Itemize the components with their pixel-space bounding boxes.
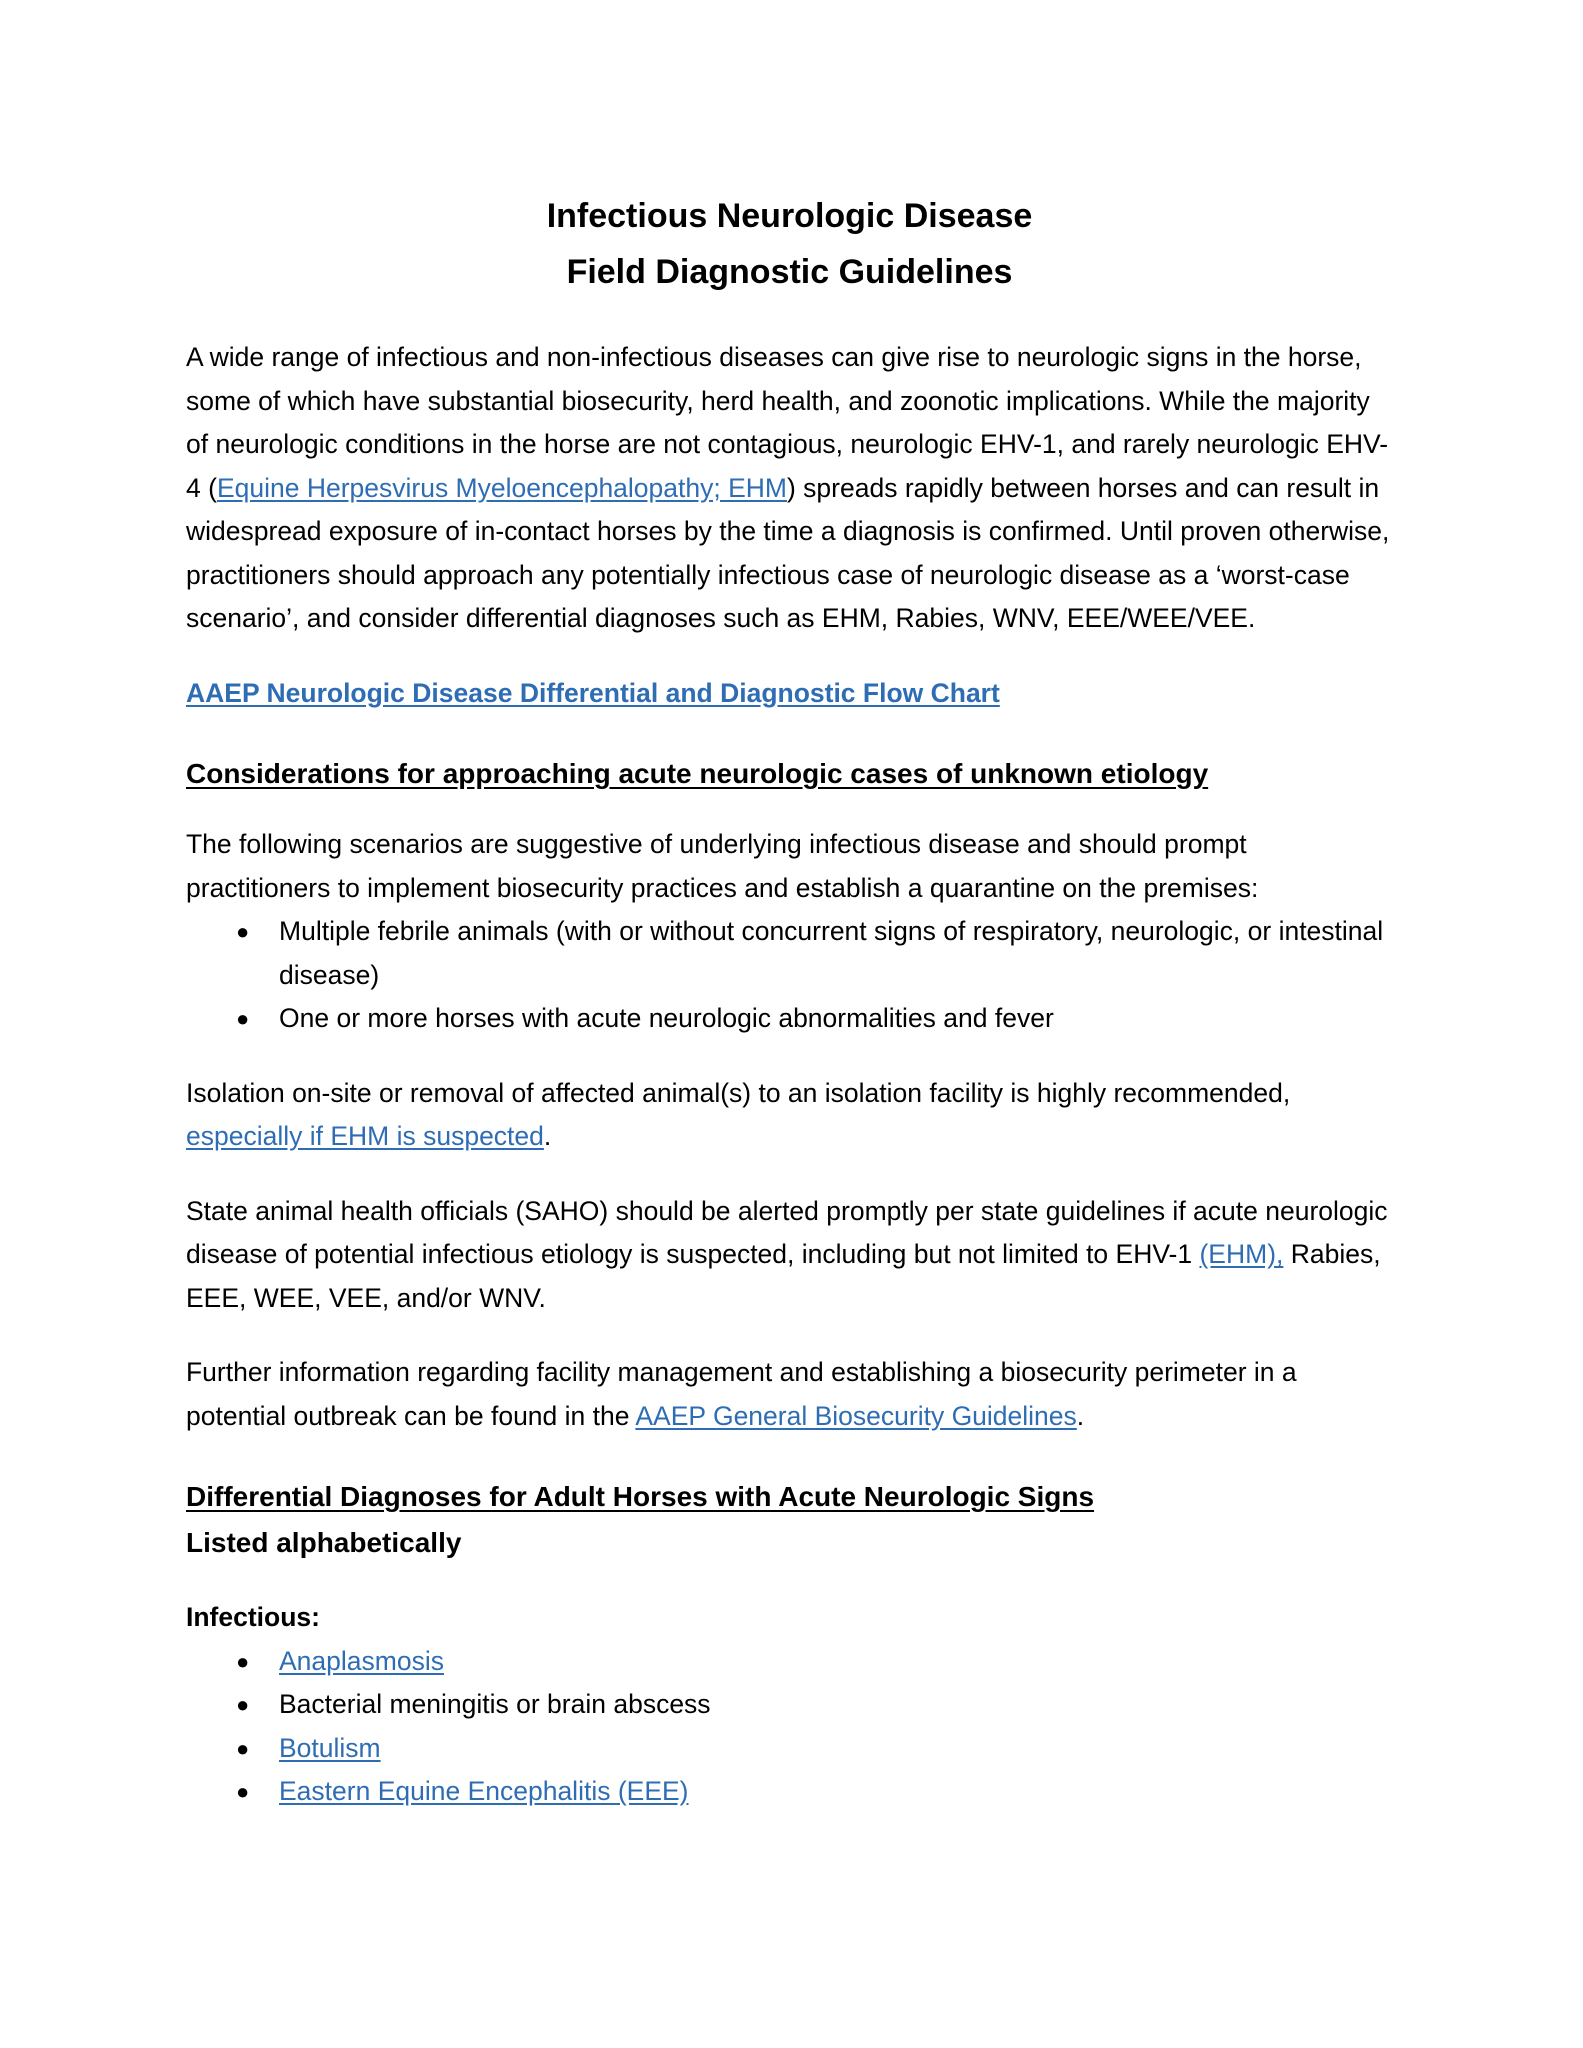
differentials-heading: Differential Diagnoses for Adult Horses with Acute Neurologic Signs — [186, 1481, 1095, 1512]
bullet-icon: ● — [236, 1779, 250, 1804]
document-title — [186, 188, 1393, 300]
considerations-lead: The following scenarios are suggestive of underlying infectious disease and should prompt practitioners to implement biosecurity practices and establish a quarantine on the premises: — [186, 829, 1259, 903]
title-line-1: Infectious Neurologic Disease — [546, 197, 1033, 235]
anaplasmosis-link[interactable]: Anaplasmosis — [279, 1645, 444, 1676]
bullet-icon: ● — [236, 1735, 250, 1761]
further-info-paragraph: Further information regarding facility management and establishing a biosecurity perimeter in a potential outbreak can be found in the AAEP General Biosecurity Guidelines. — [186, 1357, 1297, 1431]
infectious-list — [186, 1640, 1393, 1814]
bullet-icon: ● — [236, 1692, 250, 1717]
list-item: ● Multiple febrile animals (with or without concurrent signs of respiratory, neurologic, or intestinal disease) — [186, 910, 1393, 997]
eee-link[interactable]: Eastern Equine Encephalitis (EEE) — [279, 1776, 689, 1806]
bullet-icon: ● — [236, 1006, 250, 1031]
list-item — [186, 1640, 1393, 1684]
intro-paragraph: A wide range of infectious and non-infectious diseases can give rise to neurologic signs in the horse, some of which have substantial biosecurity, herd health, and zoonotic implications. While the majority of neurologic conditions in the horse are not contagious, neurologic EHV-1, and rarely neurologic EHV-4 (Equine Herpesvirus Myeloencephalopathy; EHM) spreads rapidly between horses and can result in widespread exposure of in-contact horses by the time a diagnosis is confirmed. Until proven otherwise, practitioners should approach any potentially infectious case of neurologic disease as a ‘worst-case scenario’, and consider differential diagnoses such as EHM, Rabies, WNV, EEE/WEE/VEE. — [186, 342, 1390, 633]
considerations-bullet-list — [186, 910, 1393, 1041]
bacterial-meningitis-text: Bacterial meningitis or brain abscess — [279, 1689, 711, 1719]
title-line-2: Field Diagnostic Guidelines — [566, 253, 1013, 291]
ehm-abbrev-link[interactable]: (EHM), — [1199, 1239, 1284, 1269]
ehm-suspected-link[interactable]: especially if EHM is suspected — [186, 1121, 544, 1151]
saho-paragraph: State animal health officials (SAHO) should be alerted promptly per state guidelines if acute neurologic disease of potential infectious etiology is suspected, including but not limited to EHV-1 (EHM), Rabies, EEE, WEE, VEE, and/or WNV. — [186, 1195, 1388, 1313]
flowchart-paragraph — [186, 672, 1393, 716]
list-item — [186, 1683, 1393, 1727]
list-item — [186, 1727, 1393, 1771]
bullet-icon: ● — [236, 1648, 250, 1674]
considerations-heading: Considerations for approaching acute neurologic cases of unknown etiology — [186, 758, 1209, 789]
flowchart-link[interactable]: AAEP Neurologic Disease Differential and Diagnostic Flow Chart — [186, 677, 1000, 708]
list-item: ● One or more horses with acute neurologic abnormalities and fever — [186, 997, 1393, 1041]
bullet-icon: ● — [236, 919, 250, 944]
infectious-label: Infectious: — [186, 1602, 320, 1632]
differentials-subheading: Listed alphabetically — [186, 1527, 462, 1558]
ehm-link[interactable]: Equine Herpesvirus Myeloencephalopathy; EHM — [216, 472, 787, 503]
isolation-paragraph: Isolation on-site or removal of affected animal(s) to an isolation facility is highly recommended, especially if EHM is suspected. — [186, 1077, 1291, 1151]
biosecurity-guidelines-link[interactable]: AAEP General Biosecurity Guidelines — [635, 1400, 1077, 1431]
list-item — [186, 1770, 1393, 1814]
botulism-link[interactable]: Botulism — [279, 1732, 381, 1763]
